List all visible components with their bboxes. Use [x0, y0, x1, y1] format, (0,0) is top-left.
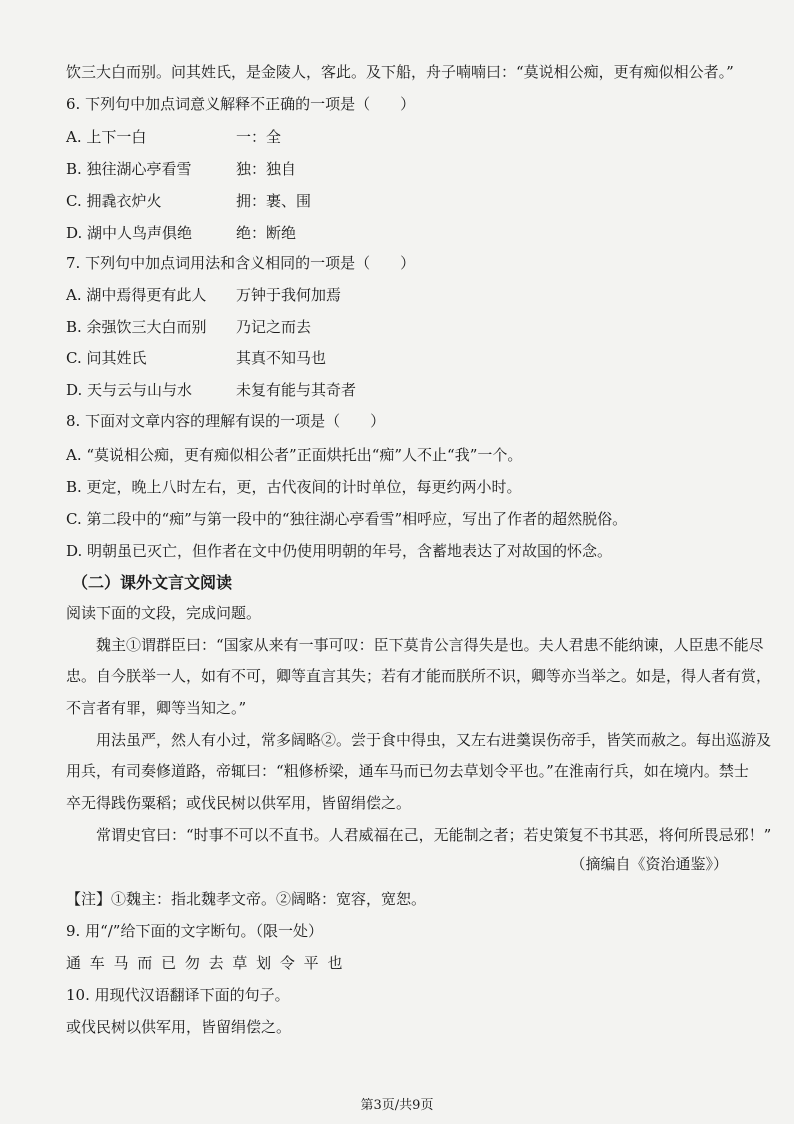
q8-option-b: B. 更定，晚上八时左右，更，古代夜间的计时单位，每更约两小时。 [66, 478, 522, 496]
q7-option-b-left: B. 余强饮三大白而别 [66, 318, 207, 336]
passage-p3: 常谓史官曰：“时事不可以不直书。人君威福在己，无能制之者；若史策复不书其恶，将何所畏忌邪！” [96, 826, 772, 844]
passage-source: （摘编自《资治通鉴》） [570, 855, 728, 873]
q7-option-b-right: 乃记之而去 [236, 318, 312, 336]
q7-option-c-left: C. 问其姓氏 [66, 349, 147, 367]
question-10-text: 或伐民树以供军用，皆留绢偿之。 [66, 1018, 292, 1036]
question-9-text: 通 车 马 而 已 勿 去 草 划 令 平 也 [66, 954, 345, 972]
q6-option-d-right: 绝：断绝 [236, 224, 297, 242]
page-number: 第3页/共9页 [360, 1098, 434, 1113]
q6-option-d-left: D. 湖中人鸟声俱绝 [66, 224, 193, 242]
q6-option-c-left: C. 拥毳衣炉火 [66, 192, 162, 210]
passage-p1-line1: 魏主①谓群臣曰：“国家从来有一事可叹：臣下莫肯公言得失是也。夫人君患不能纳谏，人臣患不能尽 [96, 636, 764, 654]
passage-p2-line2: 用兵，有司奏修道路，帝辄曰：“粗修桥梁，通车马而已勿去草划令平也。”在淮南行兵，如在境内。禁士 [66, 762, 749, 780]
q8-option-c: C. 第二段中的“痴”与第一段中的“独往湖心亭看雪”相呼应，写出了作者的超然脱俗。 [66, 510, 628, 528]
q6-option-b-left: B. 独往湖心亭看雪 [66, 160, 192, 178]
q7-option-d-right: 未复有能与其奇者 [236, 381, 357, 399]
q6-option-c-right: 拥：裹、围 [236, 192, 312, 210]
passage-p1-line2: 忠。自今朕举一人，如有不可，卿等直言其失；若有才能而朕所不识，卿等亦当举之。如是，得人者有赏， [66, 667, 772, 685]
passage-p2-line1: 用法虽严，然人有小过，常多阔略②。尝于食中得虫，又左右进羹误伤帝手，皆笑而赦之。每出巡游及 [96, 731, 772, 749]
passage-p2-line3: 卒无得践伤粟稻；或伐民树以供军用，皆留绢偿之。 [66, 794, 412, 812]
q7-option-a-left: A. 湖中焉得更有此人 [66, 286, 207, 304]
passage-note: 【注】①魏主：指北魏孝文帝。②阔略：宽容，宽恕。 [66, 890, 427, 908]
q6-option-a-right: 一：全 [236, 128, 282, 146]
q6-option-a-left: A. 上下一白 [66, 128, 147, 146]
passage-p1-line3: 不言者有罪，卿等当知之。” [66, 699, 247, 717]
question-8-stem: 8. 下面对文章内容的理解有误的一项是（ ） [66, 412, 386, 430]
question-6-stem: 6. 下列句中加点词意义解释不正确的一项是（ ） [66, 95, 416, 113]
section-2-heading: （二）课外文言文阅读 [72, 573, 233, 592]
q6-option-b-right: 独：独自 [236, 160, 297, 178]
q7-option-d-left: D. 天与云与山与水 [66, 381, 193, 399]
question-9-stem: 9. 用“/”给下面的文字断句。（限一处） [66, 922, 323, 940]
section-2-instruction: 阅读下面的文段，完成问题。 [66, 604, 262, 622]
q7-option-a-right: 万钟于我何加焉 [236, 286, 342, 304]
q8-option-a: A. “莫说相公痴，更有痴似相公者”正面烘托出“痴”人不止“我”一个。 [66, 446, 523, 464]
q8-option-d: D. 明朝虽已灭亡，但作者在文中仍使用明朝的年号，含蓄地表达了对故国的怀念。 [66, 542, 613, 560]
intro-line: 饮三大白而别。问其姓氏，是金陵人，客此。及下船，舟子喃喃曰：“莫说相公痴，更有痴似相公者。” [66, 63, 734, 81]
question-10-stem: 10. 用现代汉语翻译下面的句子。 [66, 986, 290, 1004]
q7-option-c-right: 其真不知马也 [236, 349, 327, 367]
question-7-stem: 7. 下列句中加点词用法和含义相同的一项是（ ） [66, 254, 416, 272]
